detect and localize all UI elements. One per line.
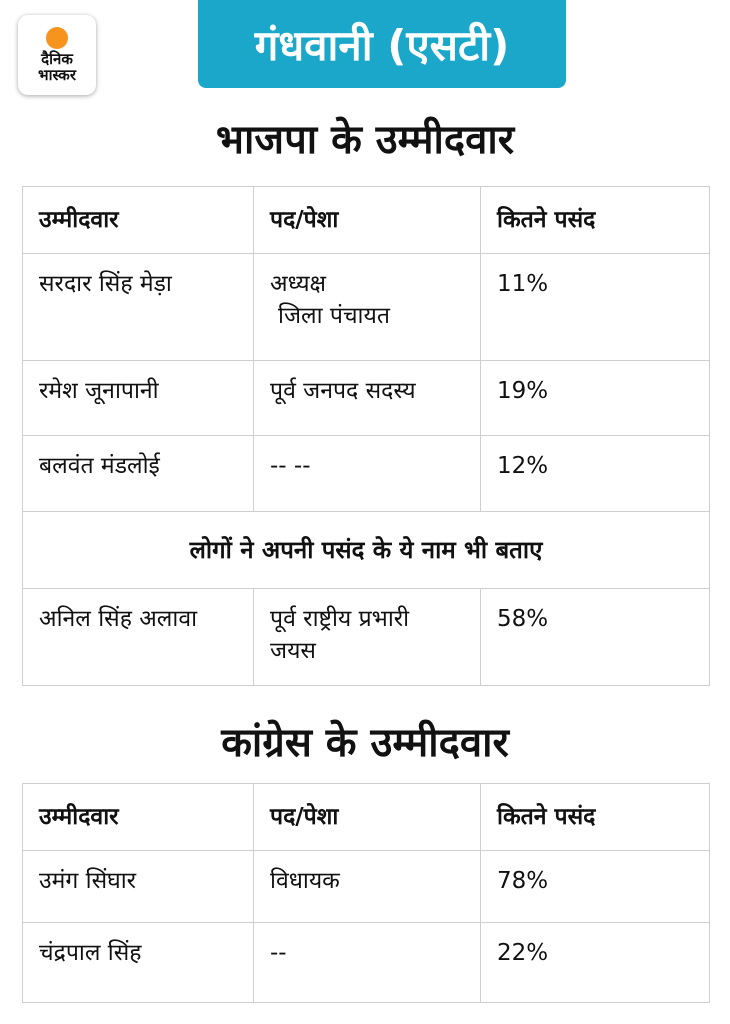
candidate-name: अनिल सिंह अलावा (23, 589, 254, 686)
candidate-preference: 22% (481, 923, 710, 1003)
table-row (23, 361, 710, 436)
bjp-candidates-table (22, 186, 710, 686)
candidate-post: -- -- (254, 436, 481, 512)
table-header-row (23, 187, 710, 254)
table-row (23, 254, 710, 361)
candidate-post: विधायक (254, 851, 481, 923)
header-post: पद/पेशा (254, 187, 481, 254)
candidate-name: बलवंत मंडलोई (23, 436, 254, 512)
candidate-name: चंद्रपाल सिंह (23, 923, 254, 1003)
candidate-name: उमंग सिंघार (23, 851, 254, 923)
header-candidate: उम्मीदवार (23, 784, 254, 851)
logo-text-line1: दैनिक (41, 50, 73, 68)
bjp-section-title: भाजपा के उम्मीदवार (215, 117, 515, 163)
table-row (23, 436, 710, 512)
candidate-preference: 58% (481, 589, 710, 686)
table-row (23, 589, 710, 686)
table-row (23, 923, 710, 1003)
post-line: जिला पंचायत (278, 303, 390, 329)
table-row (23, 851, 710, 923)
constituency-banner: गंधवानी (एसटी) (198, 0, 566, 88)
candidate-name: सरदार सिंह मेड़ा (23, 254, 254, 361)
candidate-post: पूर्व जनपद सदस्य (254, 361, 481, 436)
suggested-names-subheading-row (23, 512, 710, 589)
header-preference: कितने पसंद (481, 187, 710, 254)
post-line: जयस (270, 638, 316, 664)
header-post: पद/पेशा (254, 784, 481, 851)
congress-section-title: कांग्रेस के उम्मीदवार (221, 720, 509, 766)
header-candidate: उम्मीदवार (23, 187, 254, 254)
post-line: अध्यक्ष (270, 271, 327, 297)
dainik-bhaskar-logo (18, 15, 96, 95)
candidate-name: रमेश जूनापानी (23, 361, 254, 436)
sun-icon (46, 27, 68, 49)
candidate-post (254, 254, 481, 361)
candidate-post: -- (254, 923, 481, 1003)
suggested-names-subheading: लोगों ने अपनी पसंद के ये नाम भी बताए (23, 512, 710, 589)
header-preference: कितने पसंद (481, 784, 710, 851)
table-header-row (23, 784, 710, 851)
candidate-post (254, 589, 481, 686)
candidate-preference: 12% (481, 436, 710, 512)
candidate-preference: 19% (481, 361, 710, 436)
logo-text-line2: भास्कर (38, 66, 76, 84)
post-line: पूर्व राष्ट्रीय प्रभारी (270, 606, 410, 632)
congress-candidates-table (22, 783, 710, 1003)
candidate-preference: 11% (481, 254, 710, 361)
candidate-preference: 78% (481, 851, 710, 923)
